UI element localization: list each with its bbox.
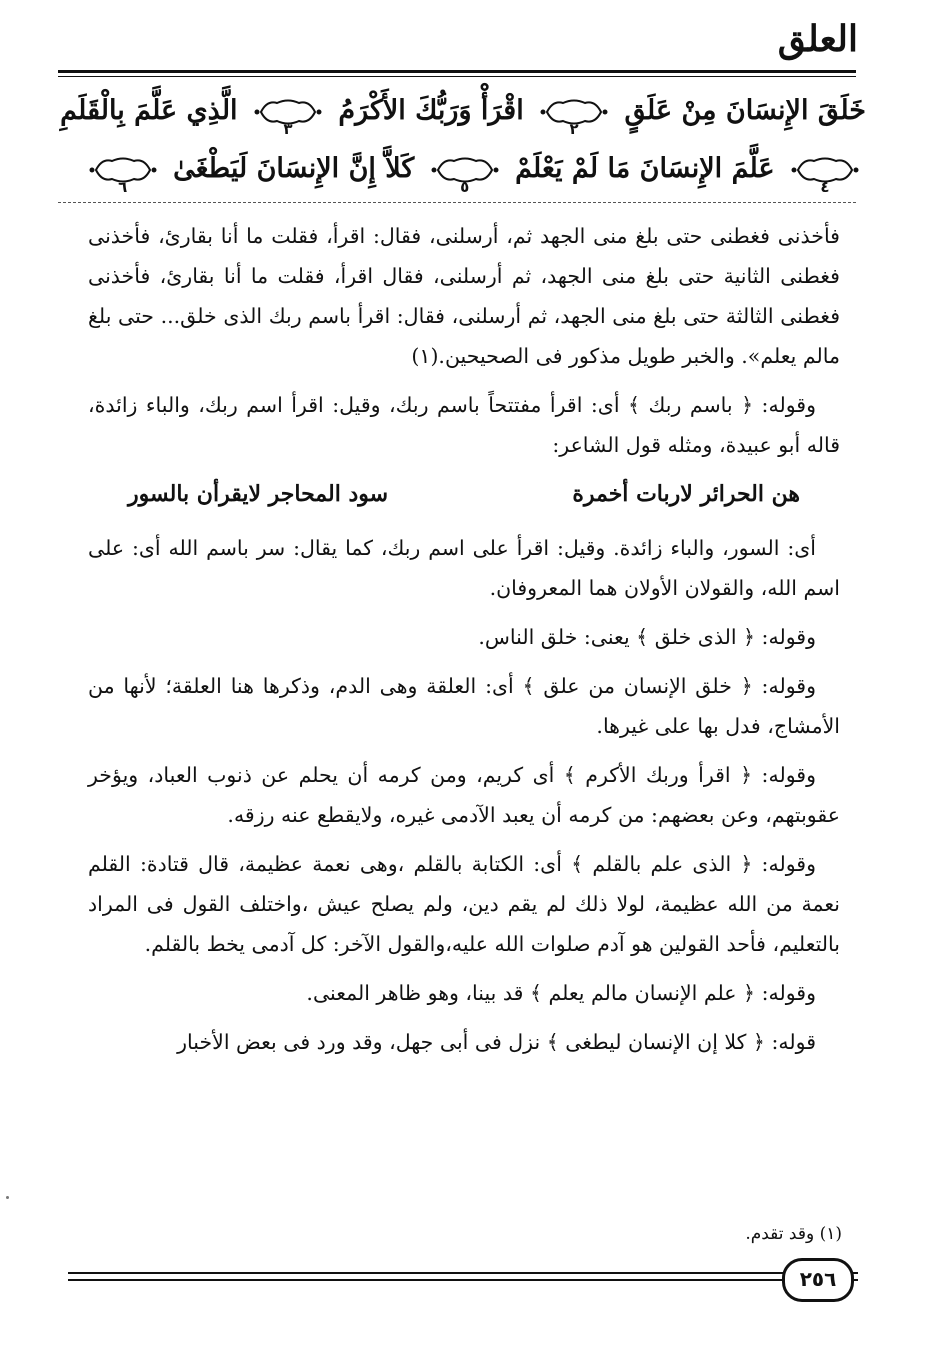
verse-number: ٥ [460,177,470,196]
verse-number-marker [539,97,609,138]
commentary-text [88,216,840,1071]
verse-text: خَلَقَ الإِنسَانَ مِنْ عَلَقٍ [624,95,866,126]
verse-text: عَلَّمَ الإِنسَانَ مَا لَمْ يَعْلَمْ [515,153,775,184]
verse-number: ٤ [820,177,830,196]
verse-number: ٢ [569,119,579,138]
verse-text: اقْرَأْ وَرَبُّكَ الأَكْرَمُ [338,95,524,126]
scan-mark [6,1196,9,1199]
quran-verses [58,82,866,198]
header-rule-thin [58,76,856,77]
surah-title: العلق [777,18,858,60]
verse-number: ٦ [118,177,128,196]
paragraph: وقوله: ﴿ الذى خلق ﴾ يعنى: خلق الناس. [478,625,816,649]
poetry-verse [88,474,840,514]
paragraph: وقوله: ﴿ الذى علم بالقلم ﴾ أى: الكتابة بالقلم ،وهى نعمة عظيمة، قال قتادة: القلم نعمة من الله عظيمة، لولا ذلك لم يقم دين، ولم يصلح عيش ،واختلف القول فى المراد بالتعليم، فأحد القولين هو آدم صلوات الله عليه،والقول الآخر: كل آدمى يخط بالقلم. [88,852,840,956]
paragraph: أى: السور، والباء زائدة. وقيل: اقرأ على اسم ربك، كما يقال: سر باسم الله أى: على اسم الله، والقولان الأولان هما المعروفان. [88,536,840,600]
verses-separator [58,202,856,203]
page-number: ٢٥٦ [782,1258,854,1302]
paragraph: فأخذنى فغطنى حتى بلغ منى الجهد ثم، أرسلنى، فقال: اقرأ، فقلت ما أنا بقارئ، فأخذنى فغطنى الثانية حتى بلغ منى الجهد، ثم أرسلنى، فقال اقرأ، فقلت ما أنا بقارئ، فأخذنى فغطنى الثالثة حتى بلغ منى الجهد، ثم أرسلنى، فقال: اقرأ باسم ربك الذى خلق... حتى بلغ مالم يعلم». والخبر طويل مذكور فى الصحيحين.(١) [88,224,840,368]
footer-rule [68,1272,858,1274]
verse-number-marker [88,155,158,196]
paragraph: وقوله: ﴿ باسم ربك ﴾ أى: اقرأ مفتتحاً باسم ربك، وقيل: اقرأ اسم ربك، والباء زائدة، قاله أبو عبيدة، ومثله قول الشاعر: [88,393,840,457]
verse-text: الَّذِي عَلَّمَ بِالْقَلَمِ [60,95,238,126]
poem-hemistich-left: سود المحاجر لايقرأن بالسور [128,481,389,507]
verse-number-marker [790,155,860,196]
header-rule [58,70,856,73]
paragraph: وقوله: ﴿ علم الإنسان مالم يعلم ﴾ قد بينا، وهو ظاهر المعنى. [306,981,816,1005]
verse-number: ٣ [283,119,293,138]
paragraph: وقوله: ﴿ اقرأ وربك الأكرم ﴾ أى كريم، ومن كرمه أن يحلم عن ذنوب العباد، ويؤخر عقوبتهم، وعن بعضهم: من كرمه أن يعبد الآدمى غيره، ولايقطع عنه رزقه. [88,763,840,827]
paragraph: قوله: ﴿ كلا إن الإنسان ليطغى ﴾ نزل فى أبى جهل، وقد ورد فى بعض الأخبار [177,1030,816,1054]
verse-number-marker [430,155,500,196]
verse-text: كَلاَّ إِنَّ الإِنسَانَ لَيَطْغَىٰ [173,153,415,184]
footer-rule [68,1279,858,1281]
footnote: (١) وقد تقدم. [745,1224,842,1244]
paragraph: وقوله: ﴿ خلق الإنسان من علق ﴾ أى: العلقة وهى الدم، وذكرها هنا العلقة؛ لأنها من الأمشاج، فدل بها على غيرها. [88,674,840,738]
poem-hemistich-right: هن الحرائر لاربات أخمرة [572,481,800,507]
verse-number-marker [253,97,323,138]
